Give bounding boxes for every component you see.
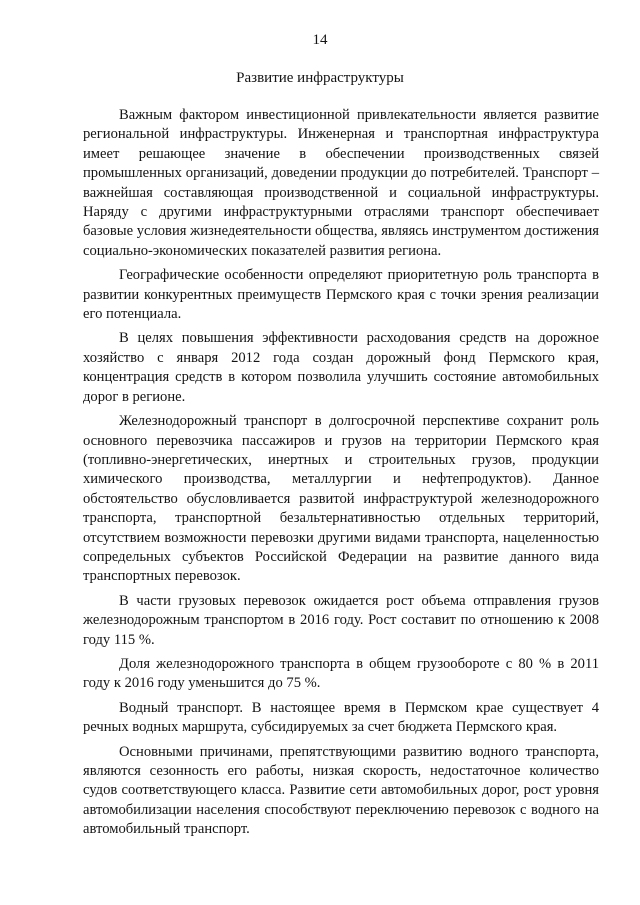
document-body	[83, 106, 599, 840]
page-number: 14	[312, 32, 328, 48]
section-heading: Развитие инфраструктуры	[236, 70, 404, 86]
paragraph-water-transport: Водный транспорт. В настоящее время в Пермском крае существует 4 речных водных маршрута, субсидируемых за счет бюджета Пермского края.	[83, 699, 599, 736]
paragraph-geography: Географические особенности определяют приоритетную роль транспорта в развитии конкурентных преимуществ Пермского края с точки зрения реализации его потенциала.	[83, 267, 599, 323]
paragraph-investment-infrastructure: Важным фактором инвестиционной привлекательности является развитие региональной инфраструктуры. Инженерная и транспортная инфраструктура имеет решающее значение в обеспечении производственных связей промышленных организаций, доведении продукции до потребителей. Транспорт – важнейшая составляющая производственной и социальной инфраструктуры. Наряду с другими инфраструктурными отраслями транспорт обеспечивает базовые условия жизнедеятельности общества, являясь инструментом достижения социально-экономических показателей развития региона.	[83, 107, 600, 259]
paragraph-railway: Железнодорожный транспорт в долгосрочной перспективе сохранит роль основного перевозчика пассажиров и грузов на территории Пермского края (топливно-энергетических, инертных и строительных грузов, продукции химического производства, металлургии и нефтепродуктов). Данное обстоятельство обусловливается развитой инфраструктурой железнодорожного транспорта, транспортной безальтернативностью отдельных территорий, отсутствием возможности перевозки другими видами транспорта, нацеленностью сопредельных субъектов Российской Федерации на развитие данного вида транспортных перевозок.	[83, 413, 599, 585]
paragraph-cargo-growth: В части грузовых перевозок ожидается рост объема отправления грузов железнодорожным транспортом в 2016 году. Рост составит по отношению к 2008 году 115 %.	[83, 592, 599, 648]
paragraph-water-obstacles: Основными причинами, препятствующими развитию водного транспорта, являются сезонность его работы, низкая скорость, недостаточное количество судов соответствующего класса. Развитие сети автомобильных дорог, рост уровня автомобилизации населения способствуют переключению перевозок с водного на автомобильный транспорт.	[83, 743, 599, 838]
paragraph-road-fund: В целях повышения эффективности расходования средств на дорожное хозяйство с января 2012 года создан дорожный фонд Пермского края, концентрация средств в котором позволила улучшить состояние автомобильных дорог в регионе.	[83, 330, 599, 405]
paragraph-railway-share: Доля железнодорожного транспорта в общем грузообороте с 80 % в 2011 году к 2016 году уменьшится до 75 %.	[83, 655, 599, 692]
